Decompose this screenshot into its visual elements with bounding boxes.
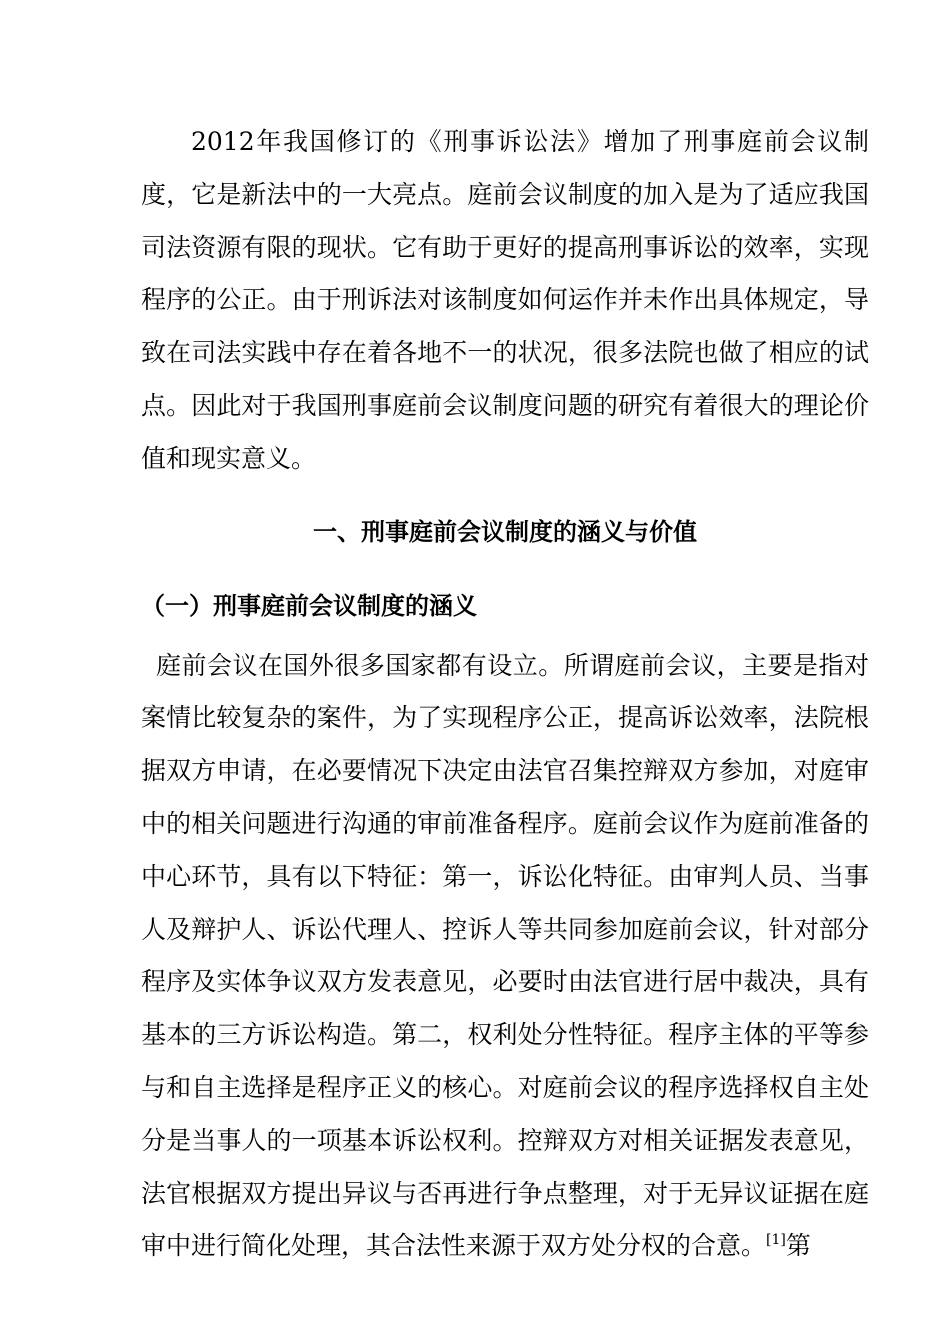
body-paragraph [141,640,869,1274]
body-paragraph-continuation: 第 [785,1231,811,1261]
document-body [141,116,869,1273]
footnote-reference[interactable]: [1] [766,1232,786,1249]
subsection-heading: （一）刑事庭前会议制度的涵义 [141,591,477,620]
intro-paragraph: 2012年我国修订的《刑事诉讼法》增加了刑事庭前会议制度，它是新法中的一大亮点。庭前会议制度的加入是为了适应我国司法资源有限的现状。它有助于更好的提高刑事诉讼的效率，实现程序的公正。由于刑诉法对该制度如何运作并未作出具体规定，导致在司法实践中存在着各地不一的状况，很多法院也做了相应的试点。因此对于我国刑事庭前会议制度问题的研究有着很大的理论价值和现实意义。 [141,127,869,473]
section-heading: 一、刑事庭前会议制度的涵义与价值 [313,517,697,546]
body-paragraph-text: 庭前会议在国外很多国家都有设立。所谓庭前会议，主要是指对案情比较复杂的案件，为了实现程序公正，提高诉讼效率，法院根据双方申请，在必要情况下决定由法官召集控辩双方参加，对庭审中的相关问题进行沟通的审前准备程序。庭前会议作为庭前准备的中心环节，具有以下特征：第一，诉讼化特征。由审判人员、当事人及辩护人、诉讼代理人、控诉人等共同参加庭前会议，针对部分程序及实体争议双方发表意见，必要时由法官进行居中裁决，具有基本的三方诉讼构造。第二，权利处分性特征。程序主体的平等参与和自主选择是程序正义的核心。对庭前会议的程序选择权自主处分是当事人的一项基本诉讼权利。控辩双方对相关证据发表意见，法官根据双方提出异议与否再进行争点整理，对于无异议证据在庭审中进行简化处理，其合法性来源于双方处分权的合意。 [141,650,869,1261]
